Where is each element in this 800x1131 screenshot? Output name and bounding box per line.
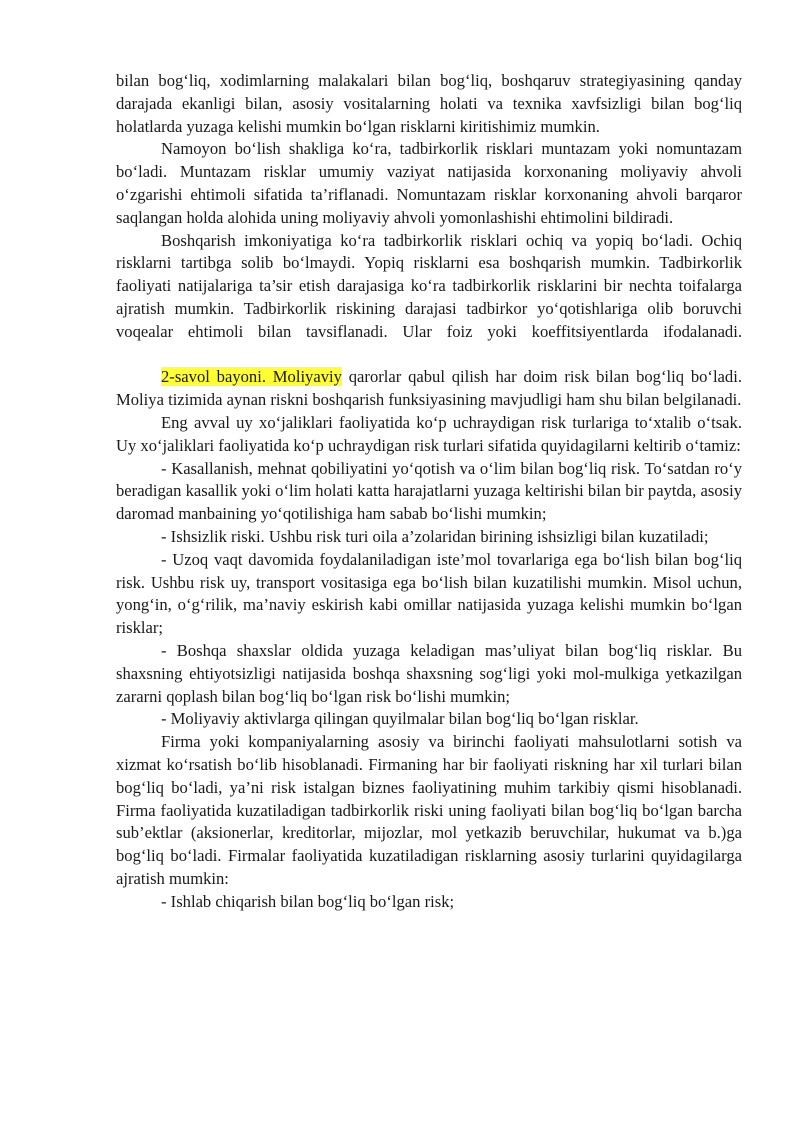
list-item-durable-goods-risk: - Uzoq vaqt davomida foydalaniladigan iste’mol tovarlariga ega bo‘lish bilan bog‘liq risk. Ushbu risk uy, transport vositasiga ega bo‘lish bilan kuzatilishi mumkin. Misol uchun, yong‘in, o‘g‘rilik, ma’naviy eskirish kabi omillar natijasida yuzaga kelishi mumkin bo‘lgan risklar; [116, 549, 742, 638]
paragraph-question-2-body: qarorlar qabul qilish har doim risk bilan bog‘liq bo‘ladi. Moliya tizimida aynan riskni boshqarish funksiyasining mavjudligi ham shu bilan belgilanadi. [116, 367, 742, 410]
list-item-production-risk: - Ishlab chiqarish bilan bog‘liq bo‘lgan risk; [161, 891, 455, 911]
paragraph-question-2 [116, 366, 742, 412]
list-item-financial-assets-risk: - Moliyaviy aktivlarga qilingan quyilmalar bilan bog‘liq bo‘lgan risklar. [161, 709, 639, 729]
list-item-illness-risk: - Kasallanish, mehnat qobiliyatini yo‘qotish va o‘lim bilan bog‘liq risk. To‘satdan ro‘y beradigan kasallik yoki o‘lim holati katta harajatlarni yuzaga keltirishi bilan bir paytda, asosiy daromad manbaining yo‘qotilishiga ham sabab bo‘lishi mumkin; [116, 458, 742, 524]
highlighted-heading: 2-savol bayoni. Moliyaviy [161, 367, 342, 387]
paragraph-management-risks: Boshqarish imkoniyatiga ko‘ra tadbirkorlik risklari ochiq va yopiq bo‘ladi. Ochiq risklarni tartibga solib bo‘lmaydi. Yopiq risklarni esa boshqarish mumkin. Tadbirkorlik faoliyati natijalariga ta’sir etish darajasiga ko‘ra tadbirkorlik risklarini bir nechta toifalarga ajratish mumkin. Tadbirkorlik riskining darajasi tadbirkor yo‘qotishlariga olib boruvchi voqealar ehtimoli bilan tavsiflanadi. Ular foiz yoki koeffitsiyentlarda ifodalanadi. [116, 230, 742, 341]
list-item-unemployment-risk: - Ishsizlik riski. Ushbu risk turi oila a’zolaridan birining ishsizligi bilan kuzatiladi; [161, 526, 709, 546]
paragraph-firm-risks: Firma yoki kompaniyalarning asosiy va birinchi faoliyati mahsulotlarni sotish va xizmat ko‘rsatish bo‘lib hisoblanadi. Firmaning har bir faoliyati riskning har xil turlari bilan bog‘liq bo‘ladi, ya’ni risk istalgan biznes faoliyatining muhim tarkibiy qismi hisoblanadi. Firma faoliyatida kuzatiladigan tadbirkorlik riski uning faoliyati bilan bog‘liq bo‘lgan barcha sub’ektlar (aksionerlar, kreditorlar, mijozlar, mol yetkazib beruvchilar, hukumat va b.)ga bog‘liq bo‘ladi. Firmalar faoliyatida kuzatiladigan risklarning asosiy turlarini quyidagilarga ajratish mumkin: [116, 732, 742, 888]
paragraph-continuation: bilan bog‘liq, xodimlarning malakalari bilan bog‘liq, boshqaruv strategiyasining qanday darajada ekanligi bilan, asosiy vositalarning holati va texnika xavfsizligi bilan bog‘liq holatlarda yuzaga kelishi mumkin bo‘lgan risklarni kiritishimiz mumkin. [116, 71, 742, 136]
list-item-liability-risk: - Boshqa shaxslar oldida yuzaga keladigan mas’uliyat bilan bog‘liq risklar. Bu shaxsning ehtiyotsizligi natijasida boshqa shaxsning sog‘ligi yoki mol-mulkiga yetkazilgan zararni qoplash bilan bog‘liq bo‘lgan risk bo‘lishi mumkin; [116, 640, 742, 706]
spacer [116, 344, 742, 367]
paragraph-household-intro: Eng avval uy xo‘jaliklari faoliyatida ko‘p uchraydigan risk turlariga to‘xtalib o‘tsak. Uy xo‘jaliklari faoliyatida ko‘p uchraydigan risk turlari sifatida quyidagilarni keltirib o‘tamiz: [116, 412, 742, 455]
document-page [116, 70, 742, 913]
paragraph-manifestation-risks: Namoyon bo‘lish shakliga ko‘ra, tadbirkorlik risklari muntazam yoki nomuntazam bo‘ladi. Muntazam risklar umumiy vaziyat natijasida korxonaning moliyaviy ahvoli o‘zgarishi ehtimoli sifatida ta’riflanadi. Nomuntazam risklar korxonaning ahvoli barqaror saqlangan holda alohida uning moliyaviy ahvoli yomonlashishi ehtimolini bildiradi. [116, 139, 742, 227]
